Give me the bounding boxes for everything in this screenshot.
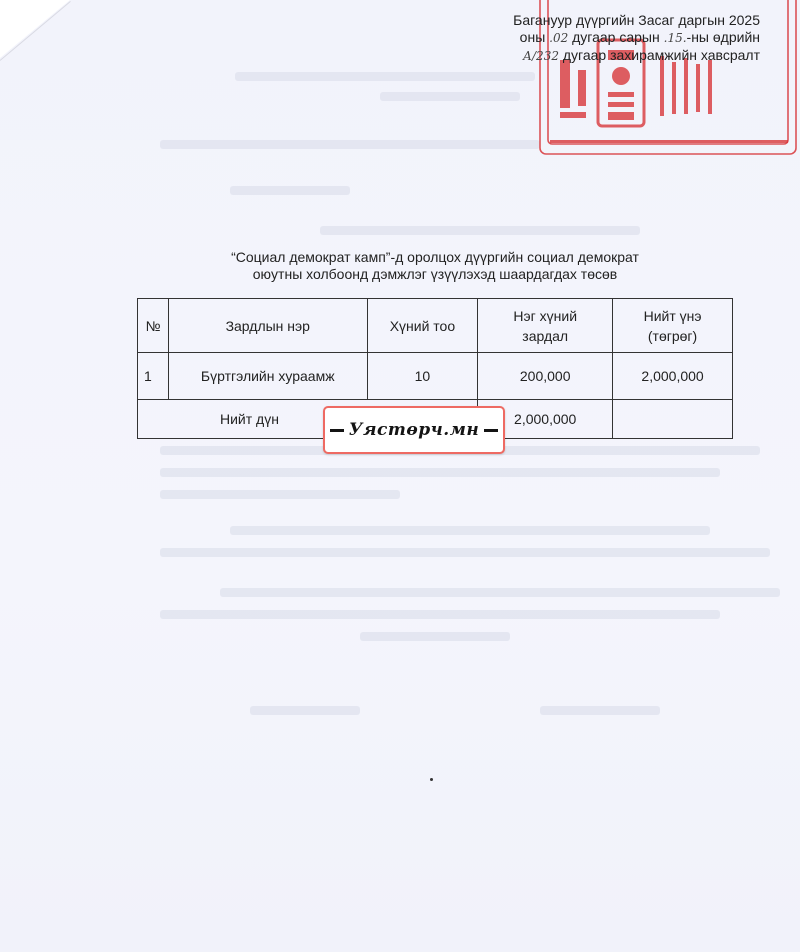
watermark-left-bar [330,429,344,432]
watermark-text: Уястөрч.мн [348,420,480,440]
header-year-prefix: оны [519,29,546,45]
scan-speck [430,778,433,781]
handwritten-month: .02 [549,31,569,45]
header-month-label: дугаар сарын [572,29,660,45]
title-line-2: оюутны холбоонд дэмжлэг үзүүлэхэд шаардагдах төсөв [252,266,618,282]
title-line-1: “Социал демократ камп”-д оролцох дүүргийн социал демократ [231,249,639,265]
row-number: 1 [138,353,169,400]
header-line-1: Багануур дүүргийн Засаг даргын 2025 [513,12,760,28]
total-label: Нийт дүн [138,400,478,439]
handwritten-day: .15. [663,31,687,45]
row-expense-name: Бүртгэлийн хураамж [168,353,367,400]
column-header-per-person-cost: Нэг хүний зардал [478,299,613,353]
total-empty-cell [613,400,733,439]
table-header-row [138,299,733,353]
column-header-total-price: Нийт үнэ (төгрөг) [613,299,733,353]
table-row [138,353,733,400]
header-day-label: -ны өдрийн [686,29,760,45]
appendix-header [513,12,760,65]
site-watermark-badge [323,406,505,454]
row-per-person-cost: 200,000 [478,353,613,400]
watermark-right-bar [484,429,498,432]
document-title [138,249,732,283]
column-header-number: № [138,299,169,353]
column-header-people-count: Хүний тоо [367,299,478,353]
total-value: 2,000,000 [478,400,613,439]
handwritten-order-number: А/232 [522,49,559,63]
header-order-label: дугаар захирамжийн хавсралт [562,47,760,63]
row-total-price: 2,000,000 [613,353,733,400]
row-people-count: 10 [367,353,478,400]
header-line-2 [513,29,760,47]
column-header-expense-name: Зардлын нэр [168,299,367,353]
header-line-3 [513,47,760,65]
